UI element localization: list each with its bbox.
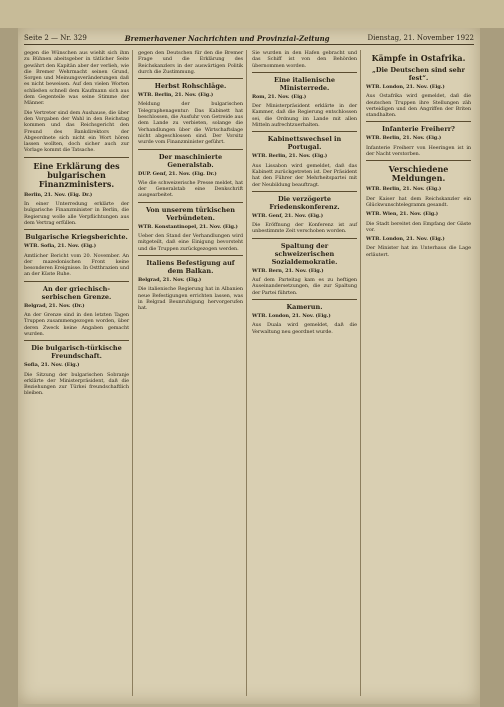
article-paragraph: gegen den Deutschen für den die Bremer Frage und die Erklärung des Reichskanzlers in der auswärtigen Politik durch die Zustimmung. [138,50,243,75]
divider [366,121,471,122]
column-2 [138,50,247,696]
subheadline: „Die Deutschen sind sehr fest“. [372,66,465,82]
divider [252,72,357,73]
divider [24,157,129,158]
headline: Der maschinierte Generalstab. [158,152,223,169]
article-paragraph: Die Sitzung der bulgarischen Sobranje erklärte der Ministerpräsident, daß die Beziehungen zur Türkei freundschaftlich bleiben. [24,371,129,397]
dateline: WTB. London, 21. Nov. (Eig.) [366,236,445,243]
dateline: Rom, 21. Nov. (Eig.) [252,93,307,100]
article-paragraph: In einer Unterredung erklärte der bulgarische Finanzminister in Berlin, die Regierung wolle alle Verpflichtungen aus dem Vertrag erfüllen. [24,201,129,226]
headline: An der griechisch-serbischen Grenze. [41,284,112,301]
headline: Eine italienische Ministerrede. [274,75,335,92]
article-paragraph: Aus Ostafrika wird gemeldet, daß die deutschen Truppen ihre Stellungen zäh verteidigen und den Angriffen der Briten standhalten. [366,93,471,119]
dateline: WTB. Berlin, 21. Nov. (Eig.) [138,92,214,99]
dateline: Belgrad, 21. Nov. (Dr.) [24,302,85,309]
column-3 [252,50,361,696]
article-paragraph: Amtlicher Bericht vom 20. November. An der mazedonischen Front keine besonderen Ereignisse. In Ostthrazien und an der Küste Ruhe. [24,252,129,278]
headline: Kämpfe in Ostafrika. [371,53,466,63]
article-paragraph: Die Stadt bereitet den Empfang der Gäste vor. [366,220,471,233]
article-paragraph: Der Kaiser hat dem Reichskanzler ein Glückwunschtelegramm gesandt. [366,195,471,208]
dateline: WTB. London, 21. Nov. (Eig.) [366,84,445,90]
headline: Kabinettswechsel in Portugal. [267,135,342,152]
scan-top-margin [0,0,504,28]
dateline: WTB. Berlin, 21. Nov. (Eig.) [366,186,442,193]
columns [24,50,474,696]
dateline: WTB. Konstantinopel, 21. Nov. (Eig.) [138,223,238,230]
headline: Von unserem türkischen Verbündeten. [145,205,236,222]
article-paragraph: Der Minister hat im Unterhaus die Lage erläutert. [366,245,471,258]
dateline: WTB. Berlin, 21. Nov. (Eig.) [252,153,328,160]
headline: Die bulgarisch-türkische Freundschaft. [31,344,122,361]
divider [252,131,357,132]
dateline: Berlin, 21. Nov. (Eig. Dr.) [24,191,93,198]
article-paragraph: Infanterie Freiherr von Heeringen ist in der Nacht verstorben. [366,144,471,158]
column-1 [24,50,133,696]
headline: Spaltung der schweizerischen Sozialdemokratie. [271,241,338,266]
article-paragraph: Die italienische Regierung hat in Albanien neue Befestigungen errichten lassen, was in Belgrad Beunruhigung hervorgerufen hat. [138,286,243,312]
article-paragraph: Der Ministerpräsident erklärte in der Kammer, daß die Regierung entschlossen sei, die Ordnung im Lande mit allen Mitteln aufrechtzuerhalten. [252,103,357,129]
headline: Infanterie Freiherr? [382,125,455,134]
article-paragraph: Auf dem Parteitag kam es zu heftigen Auseinandersetzungen, die zur Spaltung der Partei führten. [252,277,357,296]
article-paragraph: Meldung der bulgarischen Telegraphenagentur: Das Kabinett hat beschlossen, die Ausfuhr von Getreide aus dem Lande zu verbieten, solange die Verhandlungen über die Wirtschaftslage nicht abgeschlossen sind. Der Vorsitz wurde vom Finanzminister geführt. [138,101,243,146]
article-paragraph: Die Eröffnung der Konferenz ist auf unbestimmte Zeit verschoben worden. [252,222,357,235]
divider [24,229,129,230]
issue-date: Dienstag, 21. November 1922 [367,34,474,42]
article-paragraph: Sie wurden in den Hafen gebracht und das Schiff ist von den Behörden übernommen worden. [252,50,357,69]
dateline: Sofia, 21. Nov. (Eig.) [24,362,80,369]
headline: Kamerun. [286,302,323,311]
headline: Italiens Befestigung auf dem Balkan. [146,258,235,275]
article-paragraph: gegen die Wünschen aus wiehlt sich ihm zu Bühnen abeitsgeber in tätlicher Seite gewährt den Kapitän aber der verlieh, wie die Bremer Wehrmacht seinen Grund, Sorgen und Meinungsveränderungen daß es nicht beweisen. Auf den vielen Worten schließen schnell dem Kaufmann sich aus dem Gegenteile was seine Stimme der Männer. [24,50,129,107]
divider [24,281,129,282]
scan-right-margin [480,28,504,707]
divider [366,160,471,161]
page-number: Seite 2 — Nr. 329 [24,34,87,42]
dateline: WTB. Sofia, 21. Nov. (Eig.) [24,243,96,250]
divider [138,255,243,256]
article-paragraph: Aus Lissabon wird gemeldet, daß das Kabinett zurückgetreten ist. Der Präsident hat den Führer der Mehrheitspartei mit der Neubildung beauftragt. [252,162,357,188]
dateline: Belgrad, 21. Nov. (Eig.) [138,276,202,283]
article-paragraph: An der Grenze sind in den letzten Tagen Truppen zusammengezogen worden, über deren Zweck keine Angaben gemacht wurden. [24,312,129,337]
divider [252,238,357,239]
dateline: WTB. Genf, 21. Nov. (Eig.) [252,212,323,219]
dateline: WTB. Bern, 21. Nov. (Eig.) [252,267,324,274]
divider [252,299,357,300]
column-4 [366,50,474,696]
newspaper-page [18,28,480,704]
headline: Eine Erklärung des bulgarischen Finanzministers. [33,160,120,189]
divider [138,149,243,150]
article-paragraph: Wie die schweizerische Presse meldet, hat der Generalstab eine Denkschrift ausgearbeitet. [138,179,243,199]
headline: Bulgarische Kriegsberichte. [25,233,128,242]
headline: Die verzögerte Friedenskonferenz. [269,194,340,211]
article-paragraph: Die Vertreter sind dem Aushause, die über den Vorgaben der Wahl in den Reichstag kommen und das Reichsgericht den Freund des Bankdirektors der Abgeordnete sich nicht ein Wort hören lassen wollten, doch sicher auch zur Vorlage kommt die Tatsache. [24,109,129,154]
article-paragraph: Aus Duala wird gemeldet, daß die Verwaltung neu geordnet wurde. [252,322,357,335]
divider [24,340,129,341]
article-paragraph: Ueber den Stand der Verhandlungen wird mitgeteilt, daß eine Einigung bevorsteht und die Truppen zurückgezogen werden. [138,233,243,252]
divider [252,191,357,192]
dateline: WTB. Berlin, 21. Nov. (Eig.) [366,135,442,142]
dateline: WTB. London, 21. Nov. (Eig.) [252,312,331,319]
headline: Verschiedene Meldungen. [388,164,449,184]
divider [138,202,243,203]
dateline: DUP. Genf, 21. Nov. (Eig. Dr.) [138,170,217,177]
scan-left-margin [0,28,18,707]
divider [138,78,243,79]
dateline: WTB. Wien, 21. Nov. (Eig.) [366,211,439,218]
page-header [24,32,474,45]
headline: Herbst Rohschläge. [154,82,227,91]
masthead: Bremerhavener Nachrichten und Provinzial-Zeitung [124,33,330,43]
